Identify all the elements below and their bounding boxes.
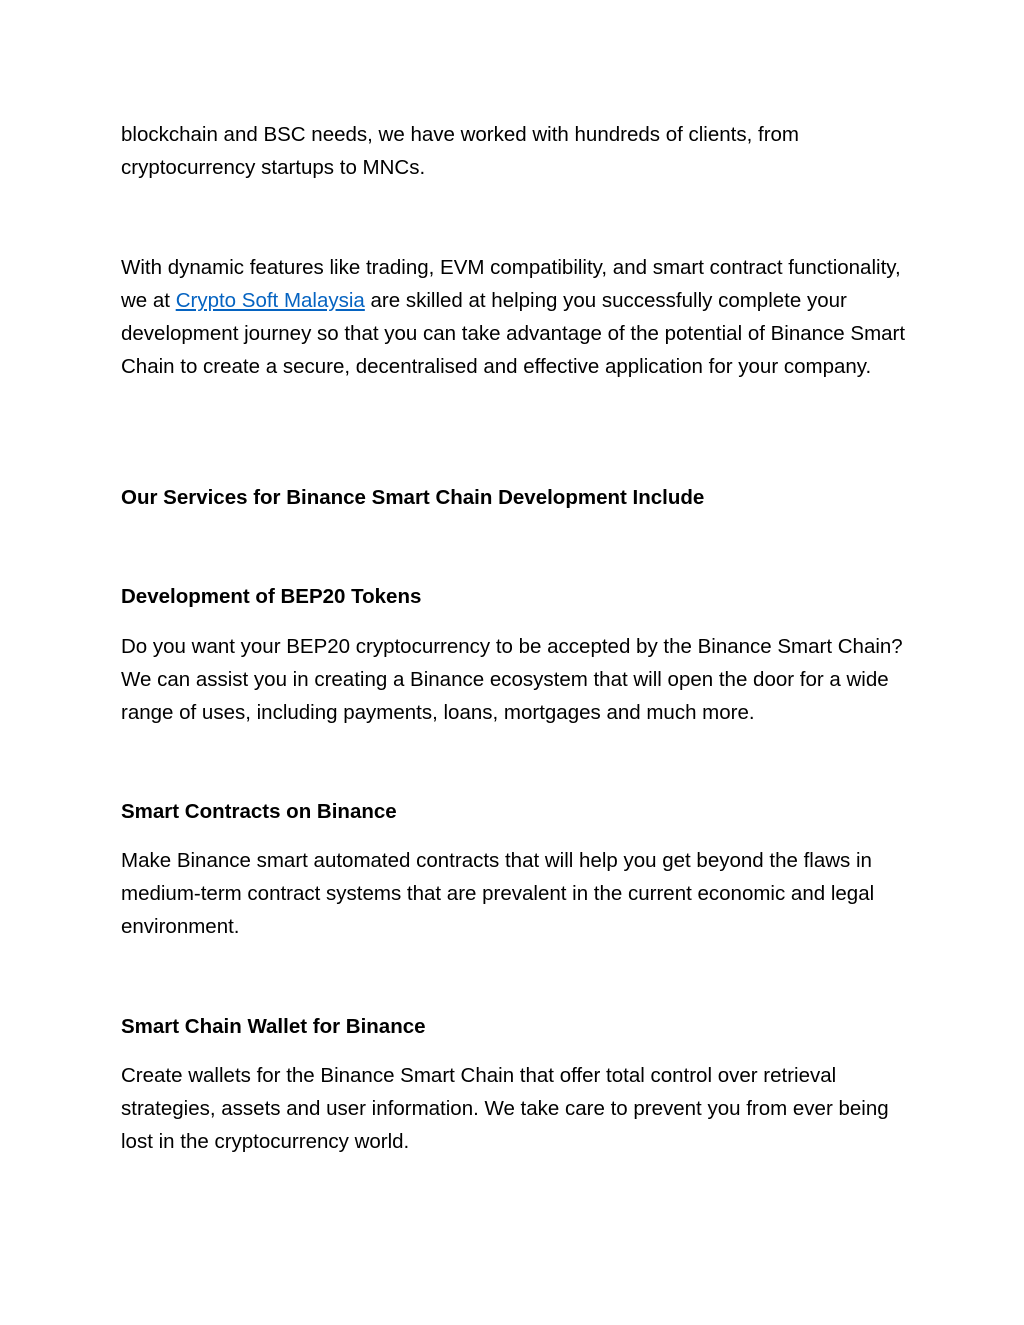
section-title-wallet: Smart Chain Wallet for Binance <box>121 1015 426 1038</box>
section-body-smart-contracts: Make Binance smart automated contracts that will help you get beyond the flaws in medium-term contract systems that are prevalent in the current economic and legal environment. <box>121 849 875 938</box>
intro-paragraph-1: blockchain and BSC needs, we have worked with hundreds of clients, from cryptocurrency startups to MNCs. <box>121 123 800 179</box>
section-title-bep20: Development of BEP20 Tokens <box>121 585 422 608</box>
crypto-soft-malaysia-link[interactable]: Crypto Soft Malaysia <box>175 289 365 312</box>
section-body-wallet: Create wallets for the Binance Smart Chain that offer total control over retrieval strategies, assets and user information. We take care to prevent you from ever being lost in the cryptocurrency world. <box>121 1064 889 1153</box>
services-heading: Our Services for Binance Smart Chain Development Include <box>121 486 705 509</box>
intro-paragraph-2 <box>121 251 911 383</box>
section-body-bep20: Do you want your BEP20 cryptocurrency to be accepted by the Binance Smart Chain? We can assist you in creating a Binance ecosystem that will open the door for a wide range of uses, including payments, loans, mortgages and much more. <box>121 635 903 724</box>
intro-paragraph-2-start: With dynamic features like trading, EVM compatibility, and smart contract functionality, we at <box>121 256 901 312</box>
section-title-smart-contracts: Smart Contracts on Binance <box>121 800 397 823</box>
document-page <box>121 0 911 1325</box>
intro-paragraph-2-end: are skilled at helping you successfully complete your development journey so that you can take advantage of the potential of Binance Smart Chain to create a secure, decentralised and effective application for your company. <box>121 289 906 378</box>
